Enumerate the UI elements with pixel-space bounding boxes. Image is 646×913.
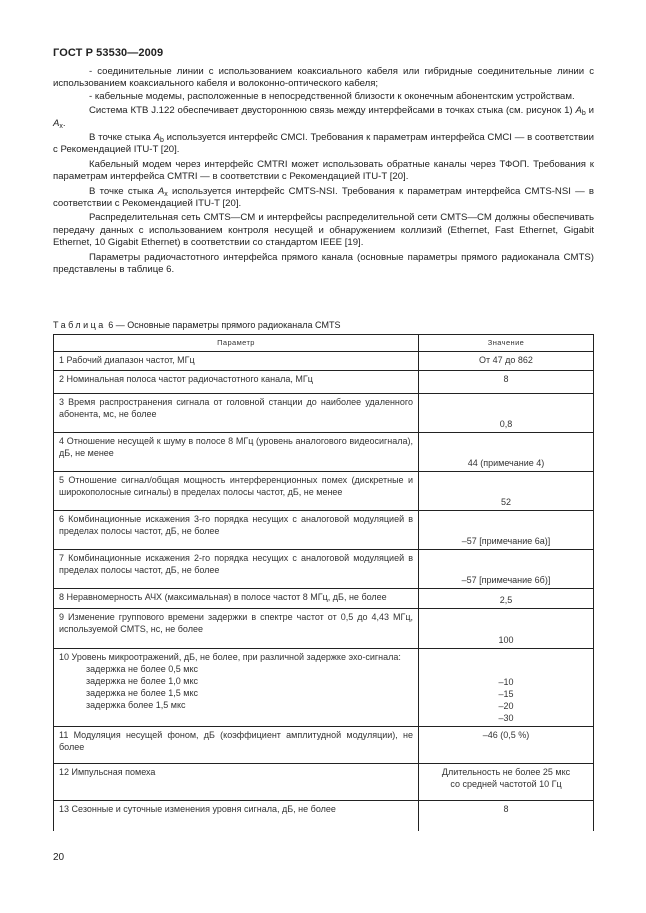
value-cell: –57 [примечание 6а)] xyxy=(419,511,594,550)
text: используется интерфейс CMCI. Требования к параметрам интерфейса CMCI — в соответствии с Рекомендацией ITU-T [20]. xyxy=(53,132,594,156)
value-cell: 8 xyxy=(419,801,594,831)
param-cell: 11 Модуляция несущей фоном, дБ (коэффициент амплитудной модуляции), не более xyxy=(54,727,419,764)
table-row xyxy=(54,649,594,727)
column-header: Значение xyxy=(419,335,594,352)
sub-item: задержка не более 0,5 мкс xyxy=(86,664,198,674)
param-text: 10 Уровень микроотражений, дБ, не более, при различной задержке эхо-сигнала: xyxy=(59,652,401,662)
param-cell: 3 Время распространения сигнала от головной станции до наиболее удаленного абонента, мс, не более xyxy=(54,394,419,433)
subscript: b xyxy=(581,110,586,118)
param-cell: 6 Комбинационные искажения 3-го порядка несущих с аналоговой модуляцией в пределах полосы частот, дБ, не более xyxy=(54,511,419,550)
value-cell: 52 xyxy=(419,472,594,511)
body-text xyxy=(53,66,594,277)
value-line: со средней частотой 10 Гц xyxy=(450,779,562,789)
param-cell xyxy=(54,649,419,727)
symbol: A xyxy=(575,105,582,117)
subscript: b xyxy=(159,137,164,145)
table-row xyxy=(54,550,594,589)
subscript: x xyxy=(164,190,168,198)
table-row xyxy=(54,589,594,609)
paragraph: - соединительные линии с использованием коаксиального кабеля или гибридные соединительные линии с использованием коаксиального кабеля и волоконно-оптического кабеля; xyxy=(53,66,594,90)
table-row xyxy=(54,511,594,550)
sub-item: задержка не более 1,0 мкс xyxy=(86,676,198,686)
paragraph: Параметры радиочастотного интерфейса прямого канала (основные параметры прямого радиоканала CMTS) представлены в таблице 6. xyxy=(53,251,594,276)
param-cell: 2 Номинальная полоса частот радиочастотного канала, МГц xyxy=(54,371,419,394)
param-cell: 12 Импульсная помеха xyxy=(54,764,419,801)
sub-value: –15 xyxy=(498,689,514,699)
value-line: Длительность не более 25 мкс xyxy=(441,767,571,777)
text: и xyxy=(585,105,594,117)
column-header: Параметр xyxy=(54,335,419,352)
sub-item: задержка не более 1,5 мкс xyxy=(86,688,198,698)
value-cell: –46 (0,5 %) xyxy=(419,727,594,764)
paragraph: Кабельный модем через интерфейс CMTRI может использовать обратные каналы через ТФОП. Требования к параметрам интерфейса CMTRI — в соответствии с Рекомендацией ITU-T [20]. xyxy=(53,158,594,183)
caption-text: 6 — Основные параметры прямого радиоканала CMTS xyxy=(105,320,341,330)
table-row xyxy=(54,433,594,472)
param-cell: 1 Рабочий диапазон частот, МГц xyxy=(54,352,419,371)
param-cell: 4 Отношение несущей к шуму в полосе 8 МГц (уровень аналогового видеосигнала), дБ, не менее xyxy=(54,433,419,472)
symbol: A xyxy=(157,185,165,197)
value-cell: 8 xyxy=(419,371,594,394)
param-cell: 13 Сезонные и суточные изменения уровня сигнала, дБ, не более xyxy=(54,801,419,831)
paragraph: Распределительная сеть CMTS—CM и интерфейсы распределительной сети CMTS—CM должны обеспечивать передачу данных с использованием контроля несущей и обнаружением коллизий (Ethernet, Fast Ethernet, Gigabit Ethernet, 10 Gigabit Ethernet) в соответствии со стандартом IEEE [19]. xyxy=(53,212,594,249)
sub-value: –20 xyxy=(498,701,514,711)
param-cell: 5 Отношение сигнал/общая мощность интерференционных помех (дискретные и широкополосные сигналы) в пределах полосы частот, дБ, не менее xyxy=(54,472,419,511)
table-row xyxy=(54,371,594,394)
subscript: x xyxy=(59,122,63,130)
table-row xyxy=(54,609,594,649)
value-cell: 0,8 xyxy=(419,394,594,433)
table-header-row xyxy=(54,335,594,352)
value-cell: От 47 до 862 xyxy=(419,352,594,371)
param-cell: 7 Комбинационные искажения 2-го порядка несущих с аналоговой модуляцией в пределах полосы частот, дБ, не более xyxy=(54,550,419,589)
param-cell: 8 Неравномерность АЧХ (максимальная) в полосе частот 8 МГц, дБ, не более xyxy=(54,589,419,609)
text: В точке стыка xyxy=(89,132,154,144)
table-row xyxy=(54,352,594,371)
table-row xyxy=(54,727,594,764)
paragraph xyxy=(53,132,594,157)
value-cell: 2,5 xyxy=(419,589,594,609)
page-number: 20 xyxy=(53,852,65,863)
value-cell: 44 (примечание 4) xyxy=(419,433,594,472)
parameters-table xyxy=(53,334,594,831)
sub-item: задержка более 1,5 мкс xyxy=(86,700,186,710)
symbol: A xyxy=(53,117,60,129)
table-row xyxy=(54,764,594,801)
table-row xyxy=(54,394,594,433)
text: В точке стыка xyxy=(89,185,158,197)
symbol: A xyxy=(153,132,160,144)
table-row xyxy=(54,472,594,511)
value-cell: 100 xyxy=(419,609,594,649)
paragraph xyxy=(53,186,594,211)
value-cell xyxy=(419,649,594,727)
table-row xyxy=(54,801,594,831)
sub-value: –10 xyxy=(498,677,514,687)
table-caption xyxy=(53,320,341,330)
value-cell xyxy=(419,764,594,801)
caption-label: Таблица xyxy=(53,320,106,330)
value-cell: –57 [примечание 6б)] xyxy=(419,550,594,589)
text: Система КТВ J.122 обеспечивает двустороннюю связь между интерфейсами в точках стыка (см. рисунок 1) xyxy=(89,105,576,117)
document-header: ГОСТ Р 53530—2009 xyxy=(53,47,164,59)
paragraph: - кабельные модемы, расположенные в непосредственной близости к оконечным абонентским устройствам. xyxy=(89,90,575,102)
text: используется интерфейс CMTS-NSI. Требования к параметрам интерфейса CMTS-NSI — в соответствии с Рекомендацией ITU-T [20]. xyxy=(53,185,594,210)
paragraph: Система КТВ J.122 обеспечивает двустороннюю связь между интерфейсами в точках стыка (см. рисунок 1) $A_b$ и $A_x$. xyxy=(53,105,594,130)
sub-value: –30 xyxy=(498,713,514,723)
param-cell: 9 Изменение группового времени задержки в спектре частот от 0,5 до 4,43 МГц, используемой CMTS, нс, не более xyxy=(54,609,419,649)
